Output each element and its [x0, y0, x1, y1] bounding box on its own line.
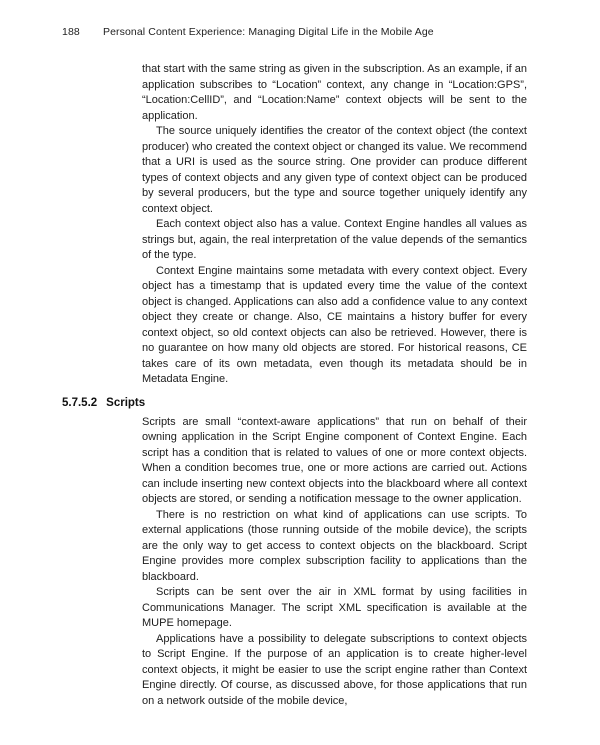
section-heading [62, 397, 540, 409]
page-header [62, 26, 540, 38]
paragraph: Each context object also has a value. Context Engine handles all values as strings but, again, the real interpretation of the value depends of the semantics of the type. [142, 218, 527, 261]
section-title: Scripts [106, 396, 146, 409]
paragraph: Applications have a possibility to delegate subscriptions to context objects to Script Engine. If the purpose of an application is to create higher-level context objects, it might be easier to use the script engine rather than Context Engine directly. Of course, as discussed above, for those applications that run on a network outside of the mobile device, [142, 632, 527, 707]
paragraph: Scripts are small “context-aware applications” that run on behalf of their owning application in the Script Engine component of Context Engine. Each script has a condition that is related to values of one or more context objects. When a condition becomes true, one or more actions are carried out. Actions can include inserting new context objects into the blackboard where all context objects are stored, or sending a notification message to the owner application. [142, 415, 527, 505]
section-number: 5.7.5.2 [62, 396, 98, 409]
running-title: Personal Content Experience: Managing Digital Life in the Mobile Age [103, 26, 434, 38]
paragraph: Scripts can be sent over the air in XML format by using facilities in Communications Manager. The script XML specification is available at the MUPE homepage. [142, 586, 527, 629]
paragraph: that start with the same string as given in the subscription. As an example, if an application subscribes to “Location” context, any change in “Location:GPS”, “Location:CellID”, and “Location:Name” context objects will be sent to the application. [142, 63, 527, 122]
page-body [62, 62, 540, 709]
paragraph: There is no restriction on what kind of applications can use scripts. To external applications (those running outside of the mobile device), the scripts are the only way to get access to context objects on the blackboard. Script Engine provides more complex subscription facility to applications than the blackboard. [142, 508, 527, 583]
paragraph: The source uniquely identifies the creator of the context object (the context producer) who created the context object or changed its value. We recommend that a URI is used as the source string. One provider can produce different types of context objects and any given type of context object can be produced by several producers, but the type and source together uniquely identify any context object. [142, 125, 527, 215]
paragraph: Context Engine maintains some metadata with every context object. Every object has a timestamp that is updated every time the value of the context object is changed. Applications can also add a confidence value to any context object they create or change. Also, CE maintains a history buffer for every context object, so old context objects can also be retrieved. However, there is no guarantee on how many old objects are stored. For historical reasons, CE takes care of its own metadata, even though its metadata should be in Metadata Engine. [142, 264, 527, 385]
text-block-before-heading [142, 62, 527, 388]
page-number: 188 [62, 26, 80, 38]
text-block-after-heading [142, 415, 527, 710]
